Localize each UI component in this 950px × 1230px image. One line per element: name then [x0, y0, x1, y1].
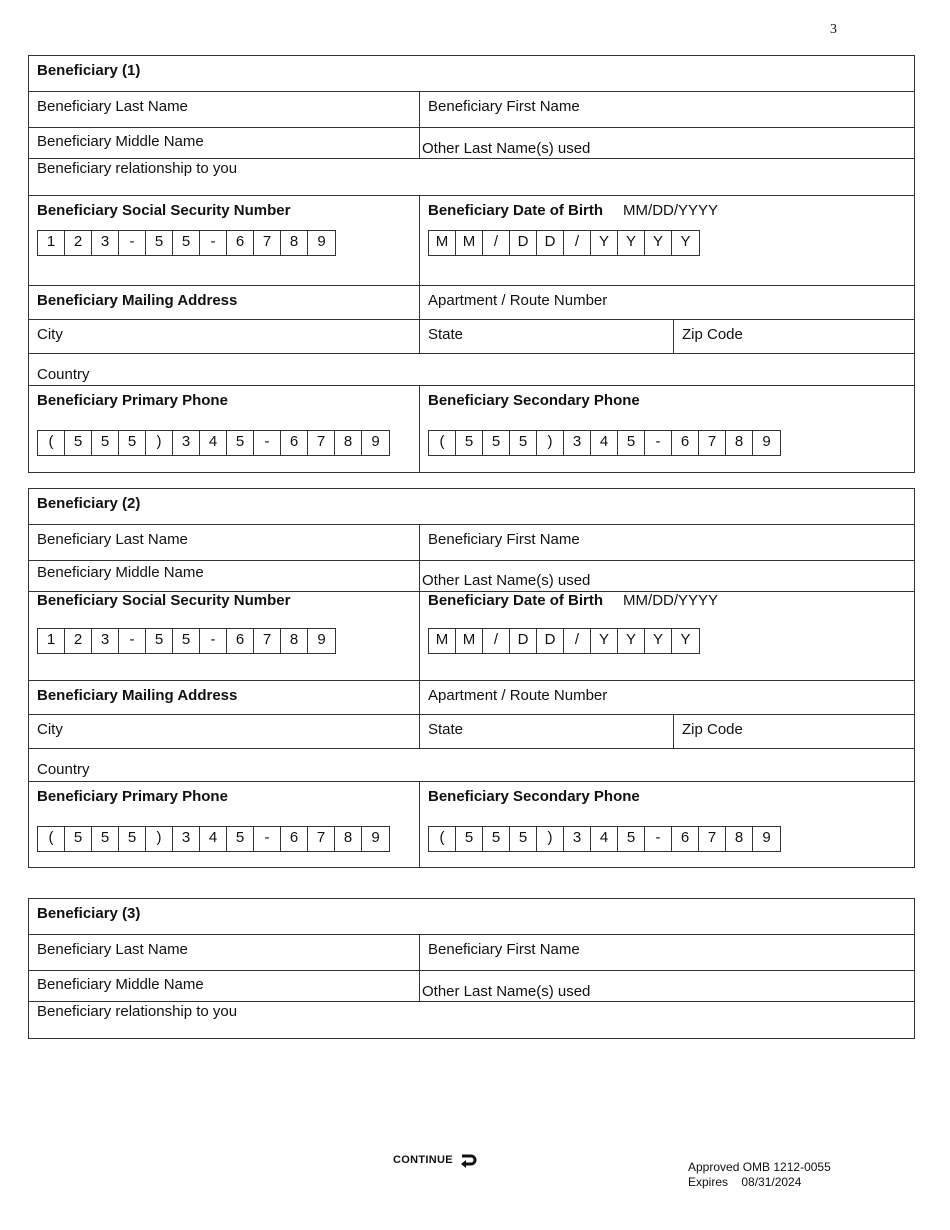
phone-digit-box: 5: [92, 827, 119, 851]
apartment-label: Apartment / Route Number: [428, 687, 608, 704]
dob-input[interactable]: [428, 628, 700, 654]
phone-digit-box: 8: [335, 431, 362, 455]
beneficiary-2-section: [28, 488, 915, 868]
secondary-phone-input[interactable]: [428, 430, 781, 456]
dob-char-box: D: [510, 231, 537, 255]
phone-digit-box: 8: [726, 431, 753, 455]
phone-digit-box: (: [38, 827, 65, 851]
state-field[interactable]: [420, 715, 674, 748]
middle-name-field[interactable]: [29, 561, 420, 591]
first-name-label: Beneficiary First Name: [428, 941, 580, 958]
relationship-field[interactable]: [29, 1002, 914, 1038]
ssn-digit-box: 2: [65, 231, 92, 255]
zip-field[interactable]: [674, 320, 914, 353]
country-label: Country: [37, 366, 90, 383]
first-name-field[interactable]: [420, 92, 914, 127]
phone-digit-box: 5: [65, 827, 92, 851]
other-last-name-label: Other Last Name(s) used: [422, 983, 591, 1000]
ssn-input[interactable]: [37, 230, 336, 256]
dob-char-box: /: [483, 629, 510, 653]
country-field[interactable]: [29, 354, 914, 385]
phone-digit-box: 4: [591, 431, 618, 455]
mailing-address-field[interactable]: [29, 286, 420, 319]
continue-button[interactable]: [393, 1152, 477, 1168]
dob-char-box: M: [429, 629, 456, 653]
city-label: City: [37, 721, 63, 738]
phone-digit-box: 5: [618, 431, 645, 455]
ssn-digit-box: -: [200, 231, 227, 255]
section-title: Beneficiary (1): [37, 62, 141, 79]
phone-digit-box: 7: [308, 827, 335, 851]
last-name-field[interactable]: [29, 92, 420, 127]
last-name-label: Beneficiary Last Name: [37, 941, 188, 958]
phone-digit-box: 6: [672, 827, 699, 851]
ssn-digit-box: 1: [38, 231, 65, 255]
city-field[interactable]: [29, 320, 420, 353]
dob-format: MM/DD/YYYY: [623, 592, 719, 609]
apartment-label: Apartment / Route Number: [428, 292, 608, 309]
dob-format: MM/DD/YYYY: [623, 202, 719, 219]
dob-input[interactable]: [428, 230, 700, 256]
city-field[interactable]: [29, 715, 420, 748]
phone-digit-box: ): [146, 431, 173, 455]
phone-digit-box: 3: [564, 827, 591, 851]
ssn-digit-box: 5: [173, 629, 200, 653]
ssn-digit-box: -: [200, 629, 227, 653]
middle-name-field[interactable]: [29, 128, 420, 158]
continue-label: CONTINUE: [393, 1154, 453, 1166]
ssn-digit-box: 9: [317, 233, 326, 250]
phone-digit-box: ): [537, 431, 564, 455]
ssn-digit-box: 2: [65, 629, 92, 653]
phone-digit-box: 5: [65, 431, 92, 455]
dob-label: Beneficiary Date of Birth MM/DD/YYYY: [428, 202, 719, 219]
phone-digit-box: 5: [510, 431, 537, 455]
primary-phone-label: Beneficiary Primary Phone: [37, 788, 228, 805]
phone-digit-box: 5: [227, 431, 254, 455]
phone-digit-box: 3: [564, 431, 591, 455]
mailing-address-field[interactable]: [29, 681, 420, 714]
dob-char-box: D: [537, 231, 564, 255]
phone-digit-box: 9: [762, 829, 771, 846]
phone-digit-box: 4: [591, 827, 618, 851]
phone-digit-box: -: [254, 431, 281, 455]
other-last-name-field[interactable]: [420, 561, 914, 591]
primary-phone-label: Beneficiary Primary Phone: [37, 392, 228, 409]
dob-char-box: /: [483, 231, 510, 255]
secondary-phone-label: Beneficiary Secondary Phone: [428, 788, 640, 805]
phone-digit-box: 5: [456, 431, 483, 455]
phone-digit-box: (: [38, 431, 65, 455]
phone-digit-box: -: [645, 827, 672, 851]
last-name-label: Beneficiary Last Name: [37, 531, 188, 548]
section-title: Beneficiary (3): [37, 905, 141, 922]
ssn-label: Beneficiary Social Security Number: [37, 202, 291, 219]
dob-char-box: M: [456, 629, 483, 653]
dob-char-box: Y: [680, 631, 691, 648]
ssn-digit-box: 3: [92, 231, 119, 255]
dob-char-box: Y: [645, 629, 672, 653]
dob-char-box: Y: [591, 629, 618, 653]
phone-digit-box: 5: [483, 827, 510, 851]
ssn-digit-box: -: [119, 629, 146, 653]
middle-name-label: Beneficiary Middle Name: [37, 564, 204, 581]
dob-char-box: Y: [680, 233, 691, 250]
ssn-digit-box: 7: [254, 231, 281, 255]
phone-digit-box: (: [429, 827, 456, 851]
first-name-field[interactable]: [420, 935, 914, 970]
phone-digit-box: 4: [200, 827, 227, 851]
secondary-phone-label: Beneficiary Secondary Phone: [428, 392, 640, 409]
phone-digit-box: 8: [335, 827, 362, 851]
first-name-field[interactable]: [420, 525, 914, 560]
beneficiary-3-section: [28, 898, 915, 1039]
first-name-label: Beneficiary First Name: [428, 98, 580, 115]
ssn-input[interactable]: [37, 628, 336, 654]
dob-char-box: M: [456, 231, 483, 255]
phone-digit-box: 5: [618, 827, 645, 851]
other-last-name-field[interactable]: [420, 971, 914, 1001]
mailing-address-label: Beneficiary Mailing Address: [37, 687, 238, 704]
ssn-digit-box: 9: [317, 631, 326, 648]
zip-label: Zip Code: [682, 326, 743, 343]
ssn-digit-box: 5: [146, 231, 173, 255]
phone-digit-box: 5: [119, 431, 146, 455]
ssn-digit-box: 6: [227, 629, 254, 653]
ssn-digit-box: 8: [281, 231, 308, 255]
relationship-field[interactable]: [29, 159, 914, 195]
phone-digit-box: (: [429, 431, 456, 455]
omb-expiration: Expires 08/31/2024: [688, 1175, 802, 1189]
phone-digit-box: 7: [308, 431, 335, 455]
ssn-digit-box: 5: [146, 629, 173, 653]
ssn-digit-box: 5: [173, 231, 200, 255]
phone-digit-box: -: [254, 827, 281, 851]
ssn-digit-box: -: [119, 231, 146, 255]
dob-char-box: Y: [618, 231, 645, 255]
phone-digit-box: -: [645, 431, 672, 455]
apartment-field[interactable]: [420, 681, 914, 714]
middle-name-field[interactable]: [29, 971, 420, 1001]
dob-char-box: D: [510, 629, 537, 653]
middle-name-label: Beneficiary Middle Name: [37, 133, 204, 150]
other-last-name-label: Other Last Name(s) used: [422, 140, 591, 157]
phone-digit-box: 5: [227, 827, 254, 851]
phone-digit-box: 5: [92, 431, 119, 455]
zip-field[interactable]: [674, 715, 914, 748]
dob-char-box: /: [564, 231, 591, 255]
dob-label: Beneficiary Date of Birth MM/DD/YYYY: [428, 592, 719, 609]
zip-label: Zip Code: [682, 721, 743, 738]
state-label: State: [428, 326, 464, 343]
dob-char-box: D: [537, 629, 564, 653]
ssn-digit-box: 1: [38, 629, 65, 653]
phone-digit-box: 5: [483, 431, 510, 455]
phone-digit-box: 7: [699, 827, 726, 851]
dob-char-box: M: [429, 231, 456, 255]
continue-arrow-icon: [459, 1152, 477, 1168]
ssn-label: Beneficiary Social Security Number: [37, 592, 291, 609]
phone-digit-box: 3: [173, 431, 200, 455]
other-last-name-label: Other Last Name(s) used: [422, 572, 591, 589]
ssn-digit-box: 3: [92, 629, 119, 653]
phone-digit-box: 5: [510, 827, 537, 851]
section-title: Beneficiary (2): [37, 495, 141, 512]
phone-digit-box: 6: [672, 431, 699, 455]
ssn-digit-box: 8: [281, 629, 308, 653]
primary-phone-input[interactable]: [37, 430, 390, 456]
dob-char-box: /: [564, 629, 591, 653]
city-label: City: [37, 326, 63, 343]
phone-digit-box: 9: [371, 433, 380, 450]
state-field[interactable]: [420, 320, 674, 353]
beneficiary-1-section: [28, 55, 915, 473]
page-number: 3: [830, 22, 837, 37]
last-name-field[interactable]: [29, 935, 420, 970]
other-last-name-field[interactable]: [420, 128, 914, 158]
dob-char-box: Y: [645, 231, 672, 255]
omb-number: Approved OMB 1212-0055: [688, 1160, 831, 1174]
phone-digit-box: 7: [699, 431, 726, 455]
phone-digit-box: 4: [200, 431, 227, 455]
first-name-label: Beneficiary First Name: [428, 531, 580, 548]
phone-digit-box: 9: [371, 829, 380, 846]
phone-digit-box: 8: [726, 827, 753, 851]
phone-digit-box: 6: [281, 431, 308, 455]
apartment-field[interactable]: [420, 286, 914, 319]
last-name-field[interactable]: [29, 525, 420, 560]
phone-digit-box: 6: [281, 827, 308, 851]
ssn-digit-box: 7: [254, 629, 281, 653]
dob-char-box: Y: [591, 231, 618, 255]
ssn-digit-box: 6: [227, 231, 254, 255]
primary-phone-input[interactable]: [37, 826, 390, 852]
middle-name-label: Beneficiary Middle Name: [37, 976, 204, 993]
state-label: State: [428, 721, 464, 738]
country-field[interactable]: [29, 749, 914, 781]
phone-digit-box: 5: [119, 827, 146, 851]
mailing-address-label: Beneficiary Mailing Address: [37, 292, 238, 309]
phone-digit-box: ): [146, 827, 173, 851]
phone-digit-box: 5: [456, 827, 483, 851]
relationship-label: Beneficiary relationship to you: [37, 160, 238, 177]
omb-approval: [688, 1160, 831, 1190]
country-label: Country: [37, 761, 90, 778]
phone-digit-box: ): [537, 827, 564, 851]
relationship-label: Beneficiary relationship to you: [37, 1003, 238, 1020]
secondary-phone-input[interactable]: [428, 826, 781, 852]
last-name-label: Beneficiary Last Name: [37, 98, 188, 115]
phone-digit-box: 9: [762, 433, 771, 450]
dob-char-box: Y: [618, 629, 645, 653]
phone-digit-box: 3: [173, 827, 200, 851]
